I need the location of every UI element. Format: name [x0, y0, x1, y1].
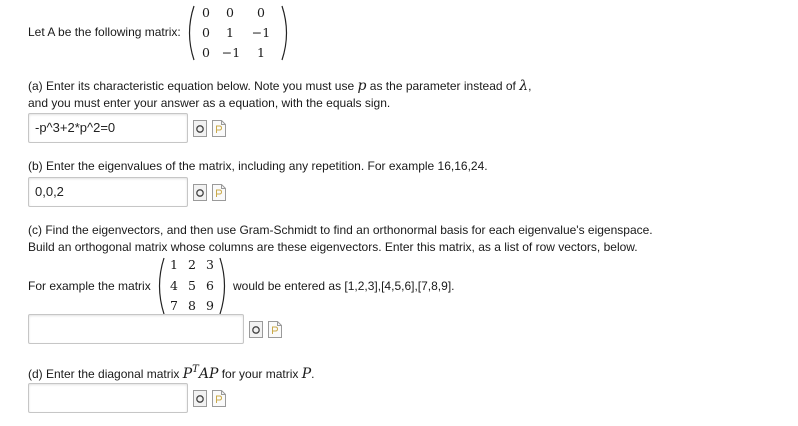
part-a-text-after: ,: [528, 79, 532, 93]
example-cell-2-1: 8: [188, 298, 196, 313]
help-document-icon[interactable]: [212, 184, 226, 201]
matrix-a-cell-2-2: 1: [257, 45, 265, 60]
example-cell-2-0: 7: [170, 298, 178, 313]
preview-eye-icon[interactable]: [249, 321, 263, 338]
help-document-icon[interactable]: [212, 120, 226, 137]
example-matrix: [155, 256, 229, 316]
matrix-a-cell-0-1: 0: [226, 5, 234, 20]
part-d-symbol-p: P: [301, 366, 312, 382]
matrix-a-cell-1-0: 0: [202, 25, 210, 40]
matrix-a-cell-1-2: −1: [251, 25, 271, 40]
part-d-expr-ap: AP: [198, 366, 219, 382]
preview-eye-icon[interactable]: [193, 390, 207, 407]
part-a-prompt-line2: and you must enter your answer as a equation, with the equals sign.: [28, 96, 391, 110]
matrix-a-cell-2-0: 0: [202, 45, 210, 60]
matrix-a-cell-0-0: 0: [202, 5, 210, 20]
part-b-prompt: (b) Enter the eigenvalues of the matrix, including any repetition. For example 16,16,24.: [28, 159, 488, 173]
eigenvalues-input[interactable]: 0,0,2: [28, 177, 188, 207]
part-a-symbol-lambda: λ: [519, 78, 529, 94]
example-cell-0-1: 2: [188, 257, 196, 272]
part-d-text-before: (d) Enter the diagonal matrix: [28, 367, 183, 381]
example-cell-0-0: 1: [170, 257, 178, 272]
part-c-prompt-line1: (c) Find the eigenvectors, and then use Gram-Schmidt to find an orthonormal basis for each eigenvalue's eigenspace.: [28, 223, 653, 237]
characteristic-equation-input[interactable]: -p^3+2*p^2=0: [28, 113, 188, 143]
help-document-icon[interactable]: [212, 390, 226, 407]
example-cell-1-2: 6: [206, 278, 214, 293]
part-d-prompt: [28, 366, 315, 384]
matrix-a-cell-0-2: 0: [257, 5, 265, 20]
matrix-intro-label: Let A be the following matrix:: [28, 25, 181, 39]
part-c-prompt-line2: Build an orthogonal matrix whose columns are these eigenvectors. Enter this matrix, as a list of row vectors, below.: [28, 240, 638, 254]
example-matrix-label: For example the matrix: [28, 279, 151, 293]
help-document-icon[interactable]: [268, 321, 282, 338]
part-d-text-after: .: [311, 367, 315, 381]
part-a-prompt-line1: [28, 78, 531, 94]
matrix-a-cell-1-1: 1: [226, 25, 234, 40]
part-a-symbol-p: p: [357, 78, 367, 94]
matrix-a: [184, 4, 292, 62]
preview-eye-icon[interactable]: [193, 120, 207, 137]
example-cell-0-2: 3: [206, 257, 214, 272]
part-d-expr-p: P: [182, 366, 193, 382]
diagonal-matrix-input[interactable]: [28, 383, 188, 413]
part-a-text-before: (a) Enter its characteristic equation below. Note you must use: [28, 79, 358, 93]
example-cell-1-0: 4: [170, 278, 178, 293]
part-d-expr-transpose: T: [192, 364, 199, 375]
preview-eye-icon[interactable]: [193, 184, 207, 201]
part-a-text-middle: as the parameter instead of: [366, 79, 520, 93]
part-d-text-middle: for your matrix: [218, 367, 302, 381]
orthogonal-matrix-input[interactable]: [28, 314, 244, 344]
matrix-a-cell-2-1: −1: [221, 45, 241, 60]
example-cell-2-2: 9: [206, 298, 214, 313]
example-matrix-explanation: would be entered as [1,2,3],[4,5,6],[7,8,9].: [233, 279, 455, 293]
example-cell-1-1: 5: [188, 278, 196, 293]
